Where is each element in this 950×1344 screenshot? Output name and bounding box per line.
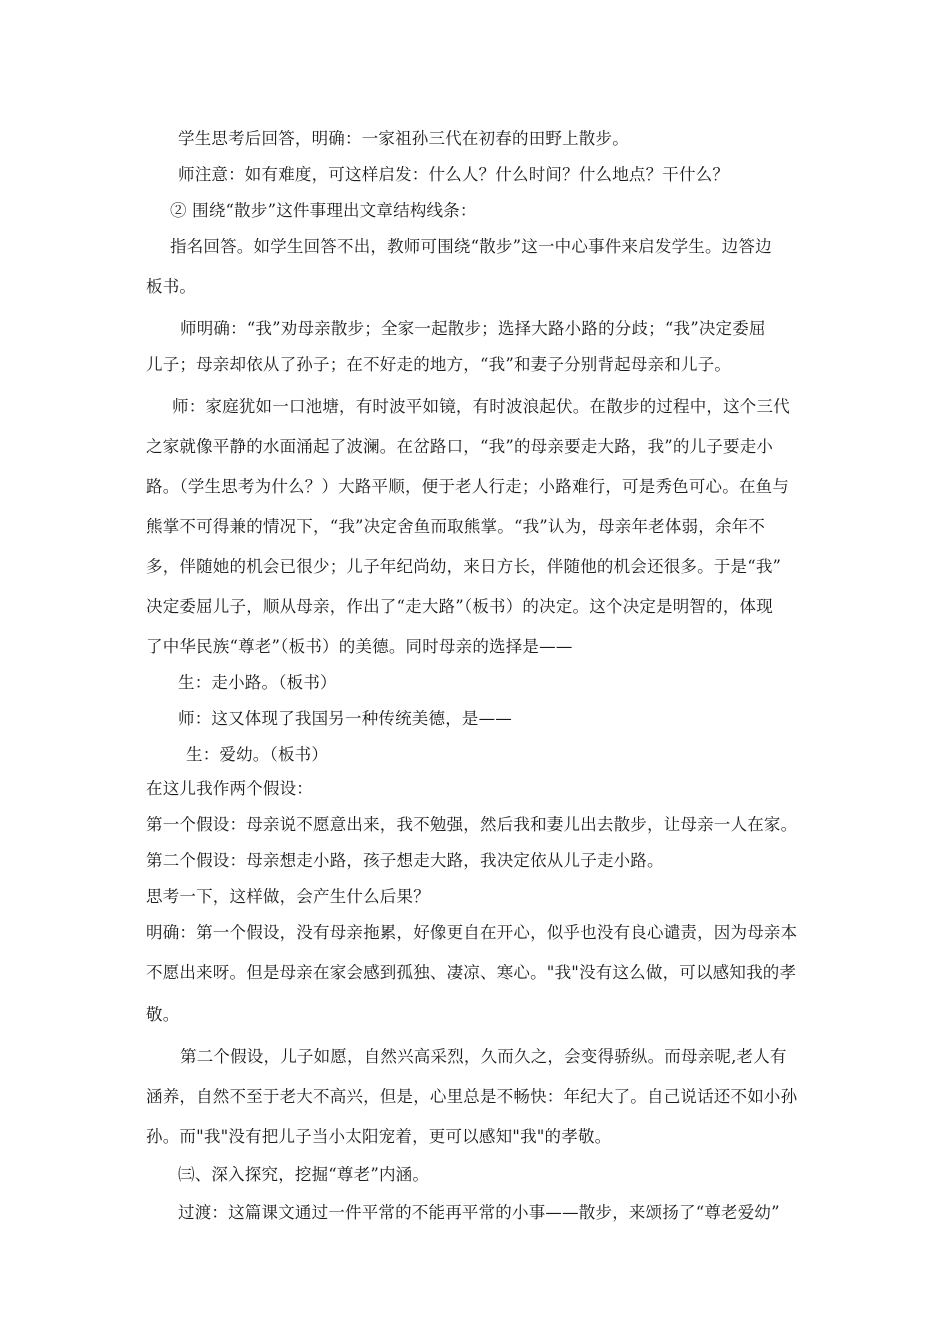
text-line: 指名回答。如学生回答不出，教师可围绕“散步”这一中心事件来启发学生。边答边 [170, 237, 772, 256]
text-line: 师：这又体现了我国另一种传统美德，是—— [178, 709, 512, 728]
text-line: 第一个假设：母亲说不愿意出来，我不勉强，然后我和妻儿出去散步，让母亲一人在家。 [146, 815, 798, 834]
text-line: 不愿出来呀。但是母亲在家会感到孤独、凄凉、寒心。"我"没有这么做，可以感知我的孝 [146, 963, 797, 982]
text-line: 熊掌不可得兼的情况下，“我”决定舍鱼而取熊掌。“我”认为，母亲年老体弱，余年不 [146, 517, 766, 536]
text-line: 学生思考后回答，明确：一家祖孙三代在初春的田野上散步。 [178, 129, 629, 148]
text-line: 明确：第一个假设，没有母亲拖累，好像更自在开心，似乎也没有良心谴责，因为母亲本 [146, 923, 798, 942]
text-line: 板书。 [146, 277, 197, 296]
text-line: 之家就像平静的水面涌起了波澜。在岔路口，“我”的母亲要走大路，我”的儿子要走小 [146, 437, 774, 456]
text-line: 涵养，自然不至于老大不高兴，但是，心里总是不畅快：年纪大了。自己说话还不如小孙 [146, 1087, 798, 1106]
text-line: 过渡：这篇课文通过一件平常的不能再平常的小事——散步，来颂扬了“尊老爱幼” [178, 1203, 780, 1222]
text-line: 思考一下，这样做，会产生什么后果？ [146, 887, 430, 906]
text-line: 第二个假设：母亲想走小路，孩子想走大路，我决定依从儿子走小路。 [146, 851, 664, 870]
text-line: 生：爱幼。（板书） [186, 745, 329, 764]
text-line: 孙。而"我"没有把儿子当小太阳宠着，更可以感知"我"的孝敬。 [146, 1127, 612, 1146]
text-line: 师注意：如有难度，可这样启发：什么人？什么时间？什么地点？干什么？ [178, 165, 730, 184]
text-line: 在这儿我作两个假设： [146, 779, 313, 798]
text-line: 第二个假设，儿子如愿，自然兴高采烈，久而久之，会变得骄纵。而母亲呢,老人有 [180, 1047, 787, 1066]
text-line: ㈢、深入探究，挖掘“尊老”内涵。 [178, 1165, 430, 1184]
text-line: ② 围绕“散步”这件事理出文章结构线条： [170, 201, 477, 220]
text-line: 敬。 [146, 1005, 180, 1024]
text-line: 了中华民族“尊老”（板书）的美德。同时母亲的选择是—— [146, 637, 573, 656]
text-line: 师：家庭犹如一口池塘，有时波平如镜，有时波浪起伏。在散步的过程中，这个三代 [172, 397, 790, 416]
text-line: 多，伴随她的机会已很少；儿子年纪尚幼，来日方长，伴随他的机会还很多。于是“我” [146, 557, 782, 576]
text-line: 师明确：“我”劝母亲散步；全家一起散步；选择大路小路的分歧；“我”决定委屈 [180, 319, 766, 338]
text-line: 儿子；母亲却依从了孙子；在不好走的地方，“我”和妻子分别背起母亲和儿子。 [146, 355, 732, 374]
text-line: 路。（学生思考为什么？）大路平顺，便于老人行走；小路难行，可是秀色可心。在鱼与 [146, 477, 790, 496]
text-line: 决定委屈儿子，顺从母亲，作出了“走大路”（板书）的决定。这个决定是明智的，体现 [146, 597, 773, 616]
text-line: 生：走小路。（板书） [178, 673, 337, 692]
